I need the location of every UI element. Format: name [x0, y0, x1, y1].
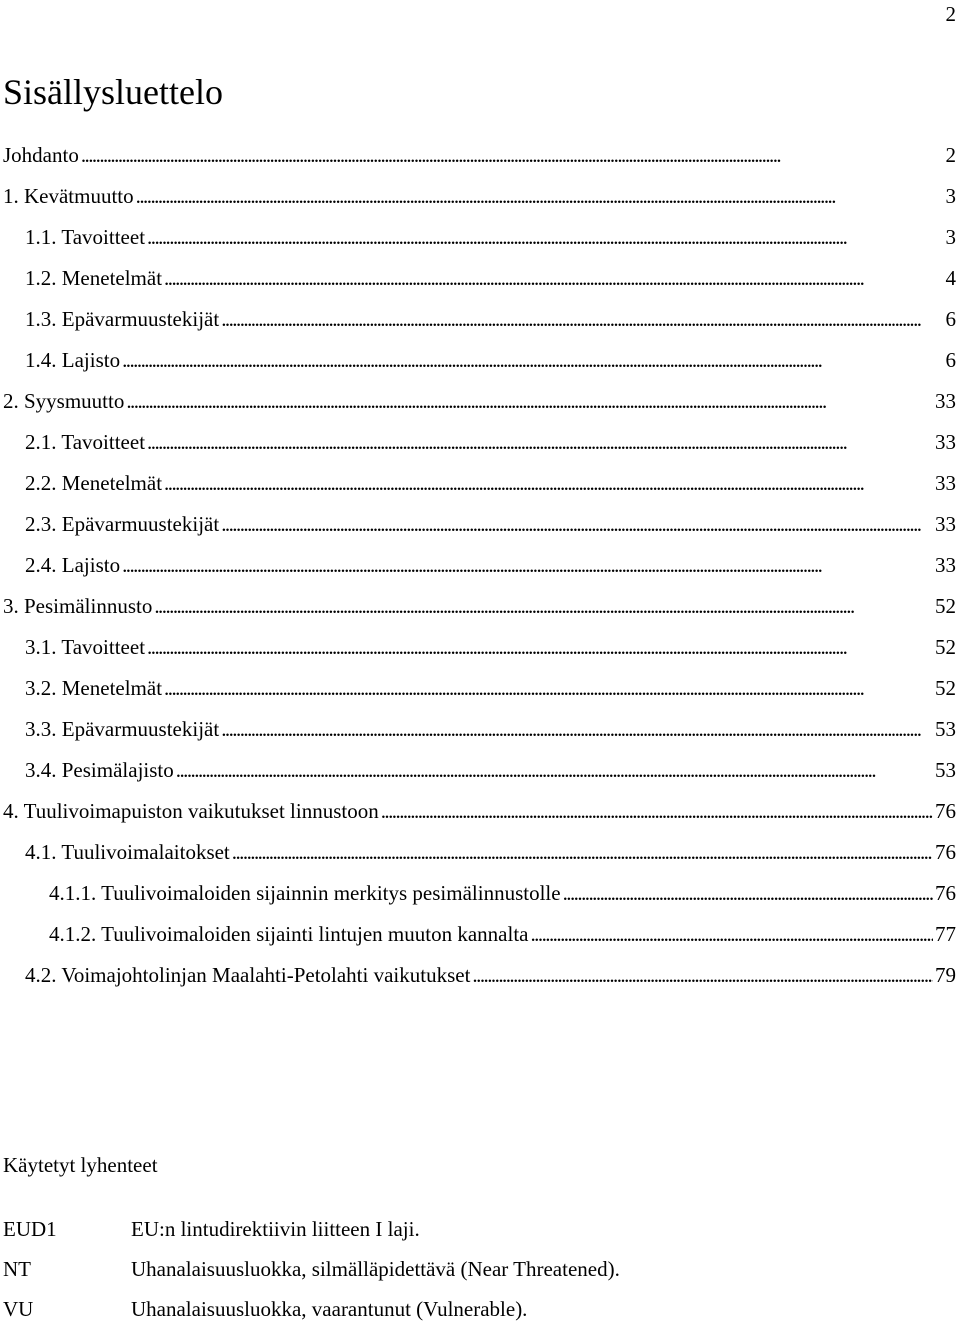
toc-dot-leader: [381, 795, 933, 827]
toc-entry[interactable]: [0, 672, 960, 713]
toc-entry[interactable]: [0, 467, 960, 508]
abbreviation-description: Uhanalaisuusluokka, vaarantunut (Vulnerable).: [131, 1297, 528, 1321]
toc-dot-leader: [164, 467, 933, 499]
toc-dot-leader: [136, 180, 944, 212]
abbreviation-row: [3, 1293, 903, 1333]
toc-entry[interactable]: [0, 631, 960, 672]
toc-dot-leader: [81, 139, 944, 171]
toc-entry[interactable]: [0, 713, 960, 754]
toc-entry-label: 1.2. Menetelmät: [25, 266, 163, 290]
toc-entry-label: 1. Kevätmuutto: [3, 184, 134, 208]
toc-entry[interactable]: [0, 836, 960, 877]
toc-entry-label: 2.2. Menetelmät: [25, 471, 163, 495]
toc-dot-leader: [232, 836, 933, 868]
toc-entry-label: 2.3. Epävarmuustekijät: [25, 512, 220, 536]
toc-entry-page: 4: [945, 266, 956, 290]
toc-entry-label: 4.1.2. Tuulivoimaloiden sijainti lintujen muuton kannalta: [49, 922, 529, 946]
toc-entry-page: 6: [945, 307, 956, 331]
toc-entry[interactable]: [0, 959, 960, 1000]
toc-dot-leader: [164, 672, 933, 704]
toc-entry-label: 1.1. Tavoitteet: [25, 225, 146, 249]
toc-entry-label: 3. Pesimälinnusto: [3, 594, 153, 618]
toc-entry[interactable]: [0, 139, 960, 180]
toc-entry-page: 52: [935, 635, 956, 659]
toc-entry-page: 76: [935, 799, 956, 823]
toc-entry[interactable]: [0, 918, 960, 959]
toc-entry[interactable]: [0, 549, 960, 590]
toc-entry-page: 52: [935, 594, 956, 618]
toc-entry-page: 79: [935, 963, 956, 987]
toc-entry[interactable]: [0, 877, 960, 918]
toc-entry-page: 33: [935, 553, 956, 577]
abbreviation-row: [3, 1253, 903, 1293]
toc-entry-page: 77: [935, 922, 956, 946]
toc-entry[interactable]: [0, 221, 960, 262]
toc-dot-leader: [221, 508, 933, 540]
toc-dot-leader: [147, 221, 943, 253]
page-number: 2: [945, 2, 956, 26]
abbreviations-heading: Käytetyt lyhenteet: [3, 1153, 158, 1177]
abbreviation-description: Uhanalaisuusluokka, silmälläpidettävä (Near Threatened).: [131, 1257, 620, 1281]
toc-dot-leader: [221, 713, 933, 745]
toc-entry[interactable]: [0, 180, 960, 221]
toc-entry[interactable]: [0, 795, 960, 836]
toc-entry[interactable]: [0, 754, 960, 795]
toc-entry-label: 3.2. Menetelmät: [25, 676, 163, 700]
toc-entry-label: 3.3. Epävarmuustekijät: [25, 717, 220, 741]
toc-entry-label: 3.4. Pesimälajisto: [25, 758, 174, 782]
toc-entry-label: 2.4. Lajisto: [25, 553, 121, 577]
toc-entry-label: 1.3. Epävarmuustekijät: [25, 307, 220, 331]
toc-entry-label: 4.1.1. Tuulivoimaloiden sijainnin merkitys pesimälinnustolle: [49, 881, 561, 905]
toc-entry[interactable]: [0, 426, 960, 467]
toc-dot-leader: [176, 754, 933, 786]
toc-entry-page: 52: [935, 676, 956, 700]
toc-entry-page: 53: [935, 717, 956, 741]
toc-dot-leader: [147, 426, 933, 458]
toc-dot-leader: [221, 303, 943, 335]
toc-dot-leader: [472, 959, 933, 991]
abbreviation-code: NT: [3, 1257, 31, 1281]
toc-entry-label: 1.4. Lajisto: [25, 348, 121, 372]
toc-entry[interactable]: [0, 590, 960, 631]
toc-dot-leader: [530, 918, 933, 950]
toc-entry[interactable]: [0, 508, 960, 549]
toc-entry-page: 2: [945, 143, 956, 167]
toc-entry[interactable]: [0, 344, 960, 385]
toc-entry-label: 2. Syysmuutto: [3, 389, 125, 413]
toc-dot-leader: [154, 590, 933, 622]
toc-dot-leader: [563, 877, 933, 909]
toc-entry[interactable]: [0, 303, 960, 344]
toc-dot-leader: [126, 385, 933, 417]
abbreviation-row: [3, 1213, 903, 1253]
toc-entry-page: 33: [935, 389, 956, 413]
toc-entry-label: 4.2. Voimajohtolinjan Maalahti-Petolahti vaikutukset: [25, 963, 471, 987]
toc-entry-page: 6: [945, 348, 956, 372]
toc-entry-page: 33: [935, 471, 956, 495]
toc-entry-page: 33: [935, 512, 956, 536]
toc-dot-leader: [122, 549, 933, 581]
toc-entry[interactable]: [0, 262, 960, 303]
toc-entry-label: 3.1. Tavoitteet: [25, 635, 146, 659]
abbreviation-code: EUD1: [3, 1217, 57, 1241]
toc-entry-page: 3: [945, 184, 956, 208]
abbreviations-list: [3, 1213, 903, 1333]
toc-entry-page: 76: [935, 881, 956, 905]
toc-entry-label: 4.1. Tuulivoimalaitokset: [25, 840, 230, 864]
toc-entry[interactable]: [0, 385, 960, 426]
table-of-contents: [0, 139, 960, 1000]
toc-entry-label: Johdanto: [3, 143, 79, 167]
toc-entry-label: 4. Tuulivoimapuiston vaikutukset linnustoon: [3, 799, 379, 823]
toc-entry-page: 76: [935, 840, 956, 864]
abbreviation-description: EU:n lintudirektiivin liitteen I laji.: [131, 1217, 420, 1241]
toc-title: Sisällysluettelo: [3, 72, 223, 112]
toc-entry-page: 53: [935, 758, 956, 782]
toc-dot-leader: [147, 631, 933, 663]
abbreviation-code: VU: [3, 1297, 34, 1321]
toc-entry-label: 2.1. Tavoitteet: [25, 430, 146, 454]
toc-dot-leader: [122, 344, 943, 376]
toc-dot-leader: [164, 262, 943, 294]
toc-entry-page: 3: [945, 225, 956, 249]
toc-entry-page: 33: [935, 430, 956, 454]
